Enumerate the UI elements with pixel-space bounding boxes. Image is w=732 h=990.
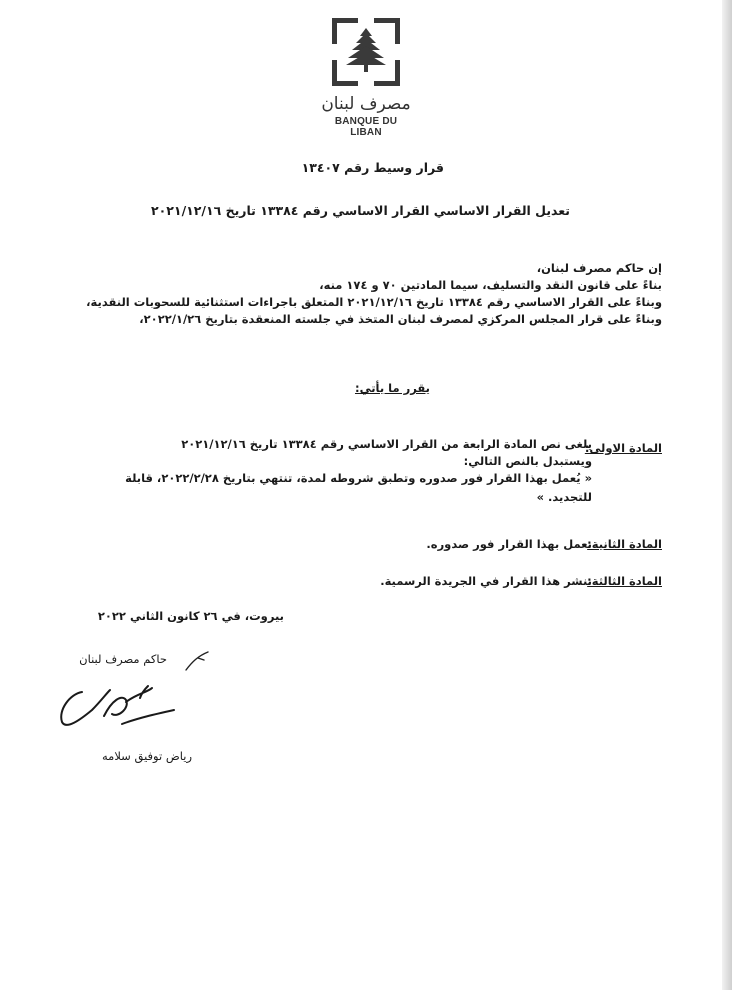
article-1-line: « يُعمل بهذا القرار فور صدوره وتطبق شروطه لمدة، تنتهي بتاريخ ٢٠٢٢/٢/٢٨، قابلة xyxy=(125,471,592,485)
signatory-title: حاكم مصرف لبنان xyxy=(79,652,167,666)
cedar-emblem-icon xyxy=(330,16,402,88)
place-date: بيروت، في ٢٦ كانون الثاني ٢٠٢٢ xyxy=(97,609,284,623)
article-1-line: يلغى نص المادة الرابعة من القرار الاساسي رقم ١٣٣٨٤ تاريخ ٢٠٢١/١٢/١٦ xyxy=(181,437,592,451)
article-2-line: يعمل بهذا القرار فور صدوره. xyxy=(426,537,592,551)
decision-number: قرار وسيط رقم ١٣٤٠٧ xyxy=(301,160,444,175)
article-1-line: للتجديد. » xyxy=(536,490,592,504)
article-1-line: ويستبدل بالنص التالي: xyxy=(463,454,592,468)
preamble-line: بناءً على قانون النقد والتسليف، سيما المادتين ٧٠ و ١٧٤ منه، xyxy=(319,278,662,292)
preamble-line: وبناءً على قرار المجلس المركزي لمصرف لبنان المتخذ في جلسته المنعقدة بتاريخ ٢٠٢٢/١/٢٦، xyxy=(139,312,662,326)
decides-heading: يقرر ما يأتي: xyxy=(354,381,430,395)
article-2-label: المادة الثانية: xyxy=(587,537,662,551)
preamble-line: إن حاكم مصرف لبنان، xyxy=(536,261,662,275)
page-edge-shadow xyxy=(722,0,732,990)
signature-icon xyxy=(52,680,182,740)
article-1-label: المادة الاولى: xyxy=(584,441,662,455)
bank-name-french: BANQUE DU LIBAN xyxy=(334,116,398,138)
article-3-line: ينشر هذا القرار في الجريدة الرسمية. xyxy=(380,574,592,588)
decision-subject: تعديل القرار الاساسي القرار الاساسي رقم ١٣٣٨٤ تاريخ ٢٠٢١/١٢/١٦ xyxy=(151,203,570,218)
handwritten-mark-icon xyxy=(182,648,212,674)
signatory-name: رياض توفيق سلامه xyxy=(102,749,192,763)
bank-name-arabic: مصرف لبنان xyxy=(321,94,411,114)
bank-logo xyxy=(321,16,411,141)
article-3-label: المادة الثالثة: xyxy=(587,574,662,588)
preamble-line: وبناءً على القرار الاساسي رقم ١٣٣٨٤ تاريخ ٢٠٢١/١٢/١٦ المتعلق باجراءات استثنائية للسحوبات النقدية، xyxy=(86,295,662,309)
